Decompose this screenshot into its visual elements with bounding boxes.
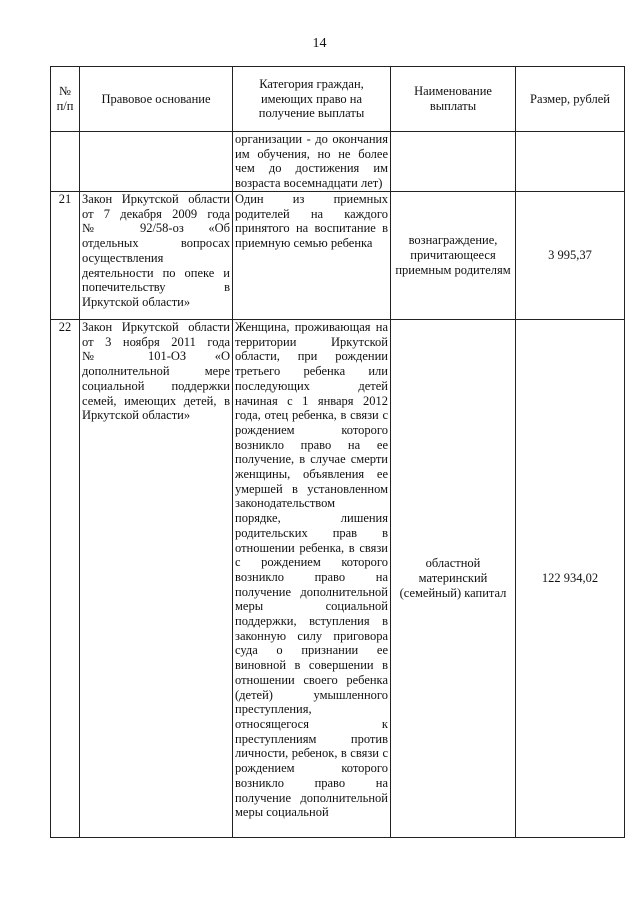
legal-basis-cell-line: социальной поддержки: [82, 378, 230, 393]
category-cell: [233, 132, 391, 192]
table-row: [51, 192, 625, 320]
category-cell-line: последующих детей: [235, 378, 388, 393]
payment-name-cell: областной материнский (семейный) капитал: [391, 320, 516, 838]
category-cell-line: Женщина, проживающая на: [235, 320, 388, 334]
header-legal-basis: Правовое основание: [80, 67, 233, 132]
legal-basis-cell-line: Иркутской области»: [82, 294, 191, 309]
legal-basis-cell: [80, 192, 233, 320]
category-cell-line: виновной в совершении в: [235, 658, 388, 673]
category-cell-line: получение дополнительной: [235, 584, 388, 599]
category-cell-line: относящегося к: [235, 716, 388, 731]
legal-basis-cell-line: № 92/58-оз «Об: [82, 221, 230, 236]
table-row: [51, 320, 625, 838]
row-number: 21: [51, 192, 80, 320]
category-cell-line: приемную семью ребенка: [235, 236, 373, 251]
category-cell-line: года, отец ребенка, в связи с: [235, 408, 388, 423]
category-cell-line: законодательством: [235, 496, 336, 511]
table-row: [51, 132, 625, 192]
category-cell-line: преступления,: [235, 702, 312, 717]
category-cell-line: поддержки, вступления в: [235, 614, 388, 629]
category-cell-line: порядке, лишения: [235, 511, 388, 526]
category-cell-line: суда о признании ее: [235, 643, 388, 658]
header-category: Категория граждан, имеющих право на получение выплаты: [233, 67, 391, 132]
legal-basis-cell-line: семей, имеющих детей, в: [82, 393, 230, 408]
category-cell-line: третьего ребенка или: [235, 364, 388, 379]
category-cell-line: получение, в случае смерти: [235, 452, 388, 467]
row-number: [51, 132, 80, 192]
legal-basis-cell-line: дополнительной мере: [82, 364, 230, 379]
category-cell-line: Один из приемных: [235, 192, 388, 206]
category-cell-line: начиная с 1 января 2012: [235, 393, 388, 408]
legal-basis-cell-line: Закон Иркутской области: [82, 320, 230, 334]
row-number: 22: [51, 320, 80, 838]
category-cell-line: возникло право на: [235, 569, 388, 584]
table-header-row: [51, 67, 625, 132]
category-cell-line: им обучения, но не более: [235, 146, 388, 161]
category-cell-line: отношении своего ребенка: [235, 672, 388, 687]
category-cell-line: женщины, объявления ее: [235, 467, 388, 482]
header-payment-name: Наименование выплаты: [391, 67, 516, 132]
legal-basis-cell: [80, 132, 233, 192]
category-cell-line: меры социальной: [235, 599, 388, 614]
category-cell-line: (детей) умышленного: [235, 687, 388, 702]
legal-basis-cell-line: Закон Иркутской области: [82, 192, 230, 206]
legal-basis-cell-line: № 101-ОЗ «О: [82, 349, 230, 364]
category-cell-line: отношении ребенка, в связи: [235, 540, 388, 555]
amount-cell: [516, 132, 625, 192]
category-cell-line: области, при рождении: [235, 349, 388, 364]
benefits-table: [50, 66, 625, 838]
category-cell-line: личности, ребенок, в связи с: [235, 746, 388, 761]
category-cell: [233, 192, 391, 320]
category-cell-line: чем до достижения им: [235, 161, 388, 176]
category-cell-line: преступлениям против: [235, 731, 388, 746]
header-amount: Размер, рублей: [516, 67, 625, 132]
category-cell-line: с рождением которого: [235, 555, 388, 570]
category-cell-line: рождением которого: [235, 422, 388, 437]
page-number: 14: [312, 36, 327, 51]
category-cell-line: возникло право на: [235, 775, 388, 790]
amount-cell: 3 995,37: [516, 192, 625, 320]
category-cell-line: родительских прав в: [235, 525, 388, 540]
category-cell-line: получение дополнительной: [235, 790, 388, 805]
amount-cell: 122 934,02: [516, 320, 625, 838]
category-cell-line: организации - до окончания: [235, 132, 388, 146]
category-cell: [233, 320, 391, 838]
category-cell-line: законную силу приговора: [235, 628, 388, 643]
payment-name-cell: [391, 132, 516, 192]
payment-name-cell: вознаграждение, причитающееся приемным родителям: [391, 192, 516, 320]
header-num: № п/п: [51, 67, 80, 132]
category-cell-line: рождением которого: [235, 761, 388, 776]
category-cell-line: возраста восемнадцати лет): [235, 176, 383, 191]
category-cell-line: территории Иркутской: [235, 334, 388, 349]
legal-basis-cell: [80, 320, 233, 838]
category-cell-line: принятого на воспитание в: [235, 221, 388, 236]
legal-basis-cell-line: деятельности по опеке и: [82, 265, 230, 280]
legal-basis-cell-line: попечительству в: [82, 280, 230, 295]
category-cell-line: возникло право на ее: [235, 437, 388, 452]
legal-basis-cell-line: от 3 ноября 2011 года: [82, 334, 230, 349]
category-cell-line: умершей в установленном: [235, 481, 388, 496]
legal-basis-cell-line: отдельных вопросах: [82, 236, 230, 251]
legal-basis-cell-line: от 7 декабря 2009 года: [82, 206, 230, 221]
category-cell-line: меры социальной: [235, 805, 329, 820]
legal-basis-cell-line: осуществления: [82, 250, 164, 265]
legal-basis-cell-line: Иркутской области»: [82, 408, 191, 423]
category-cell-line: родителей на каждого: [235, 206, 388, 221]
